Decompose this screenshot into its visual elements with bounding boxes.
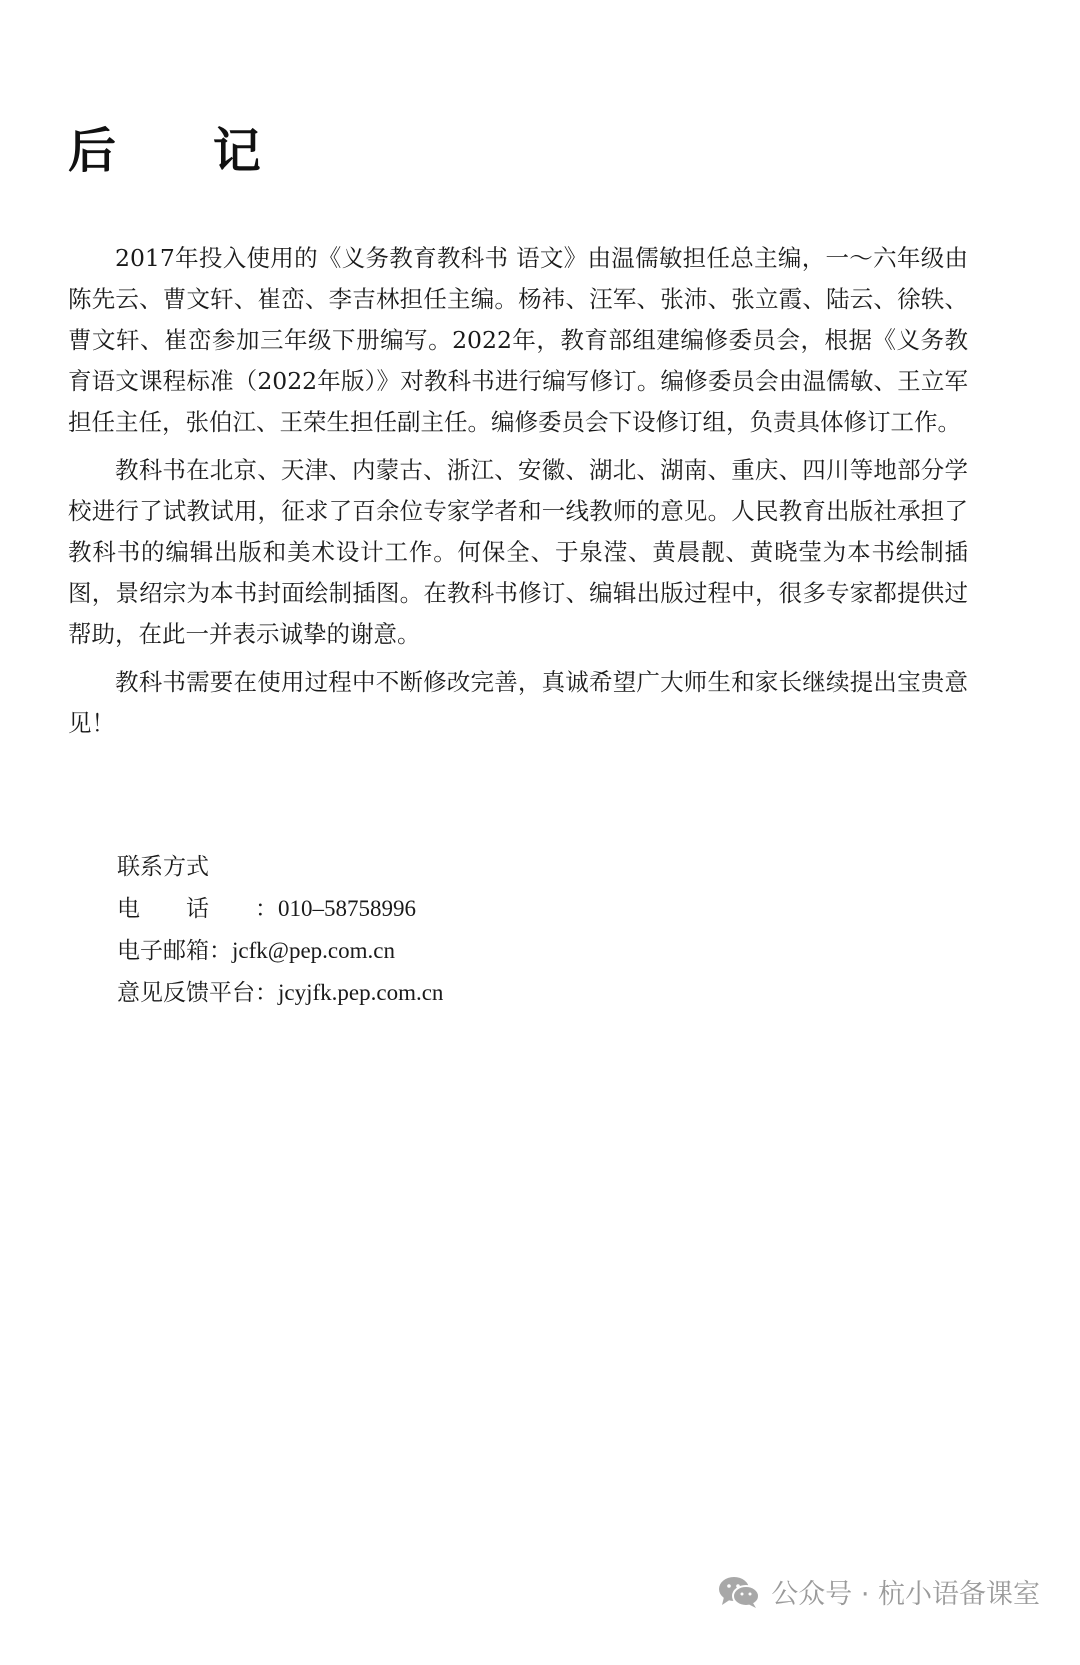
paragraph: 2017年投入使用的《义务教育教科书 语文》由温儒敏担任总主编，一～六年级由陈先云、曹文轩、崔峦、李吉林担任主编。杨袆、汪军、张沛、张立霞、陆云、徐轶、曹文轩、崔峦参加三年级下册编写。2022年，教育部组建编修委员会，根据《义务教育语文课程标准（2022年版）》对教科书进行编写修订。编修委员会由温儒敏、王立军担任主任，张伯江、王荣生担任副主任。编修委员会下设修订组，负责具体修订工作。 — [68, 244, 968, 436]
wechat-icon — [717, 1575, 761, 1609]
contact-info — [117, 846, 443, 1014]
email-row — [117, 930, 443, 972]
phone-row — [117, 888, 443, 930]
body-text — [68, 238, 968, 751]
feedback-row — [117, 972, 443, 1014]
watermark-text: 公众号 · 杭小语备课室 — [771, 1579, 1040, 1610]
paragraph: 教科书在北京、天津、内蒙古、浙江、安徽、湖北、湖南、重庆、四川等地部分学校进行了试教试用，征求了百余位专家学者和一线教师的意见。人民教育出版社承担了教科书的编辑出版和美术设计工作。何保全、于泉滢、黄晨靓、黄晓莹为本书绘制插图，景绍宗为本书封面绘制插图。在教科书修订、编辑出版过程中，很多专家都提供过帮助，在此一并表示诚挚的谢意。 — [68, 456, 968, 648]
feedback-separator: ： — [255, 980, 278, 1006]
email-label: 电子邮箱 — [117, 938, 209, 964]
page-title: 后 记 — [68, 123, 301, 179]
email-value: jcfk@pep.com.cn — [232, 938, 395, 963]
feedback-label: 意见反馈平台 — [117, 980, 255, 1006]
paragraph: 教科书需要在使用过程中不断修改完善，真诚希望广大师生和家长继续提出宝贵意见！ — [68, 668, 968, 737]
watermark — [717, 1572, 1040, 1611]
feedback-value: jcyjfk.pep.com.cn — [278, 980, 444, 1005]
phone-label: 电话 — [117, 896, 255, 922]
contact-heading: 联系方式 — [117, 854, 209, 880]
email-separator: ： — [209, 938, 232, 964]
phone-separator: ： — [255, 896, 278, 922]
phone-value: 010–58758996 — [278, 896, 416, 921]
